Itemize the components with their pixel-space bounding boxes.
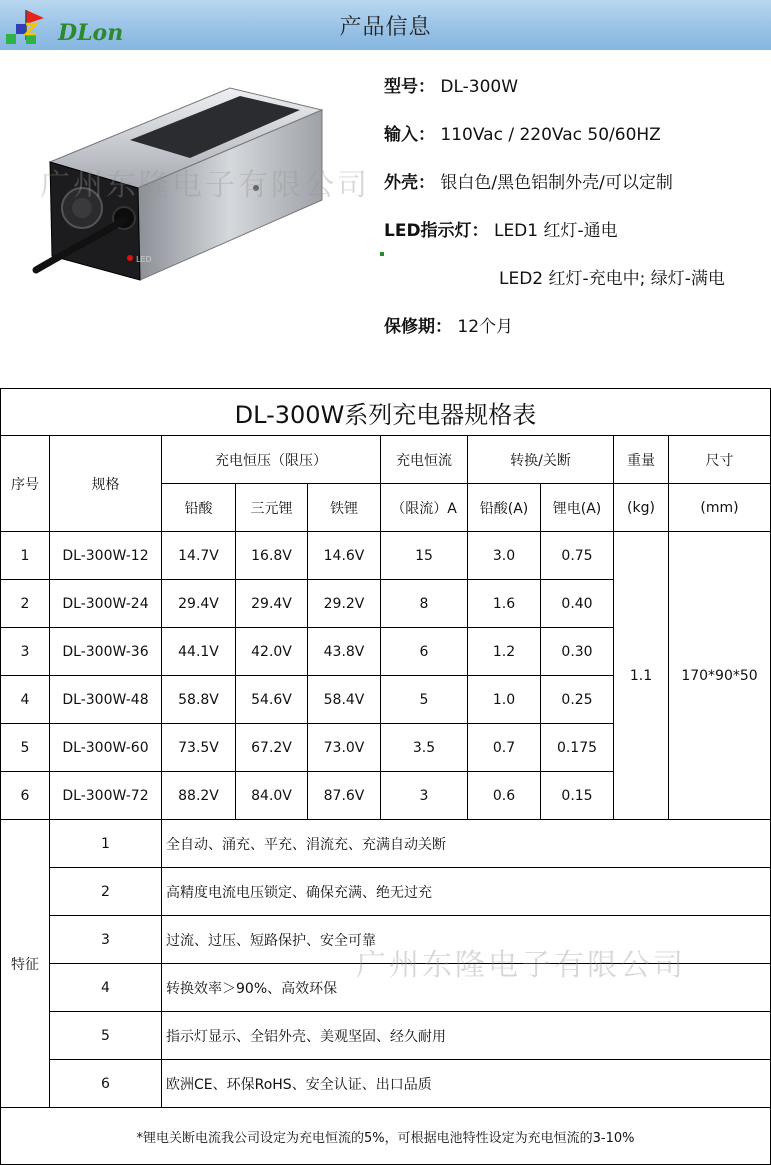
warranty-row xyxy=(384,312,513,337)
model-row xyxy=(384,72,518,97)
header-index: 序号 xyxy=(0,435,50,532)
row-lead-acid: 44.1V xyxy=(161,627,236,676)
row-lfp: 73.0V xyxy=(307,723,381,772)
header-voltage: 充电恒压（限压） xyxy=(161,435,381,484)
row-current: 6 xyxy=(380,627,468,676)
row-switch-lead: 1.0 xyxy=(467,675,541,724)
header-size-unit: (mm) xyxy=(668,483,771,532)
row-current: 3 xyxy=(380,771,468,820)
green-tick-mark xyxy=(380,252,384,256)
row-index: 5 xyxy=(0,723,50,772)
row-lead-acid: 58.8V xyxy=(161,675,236,724)
feature-number: 4 xyxy=(49,963,162,1012)
shell-row xyxy=(384,168,673,193)
row-model: DL-300W-24 xyxy=(49,579,162,628)
row-ternary: 16.8V xyxy=(235,531,308,580)
row-lead-acid: 73.5V xyxy=(161,723,236,772)
row-ternary: 42.0V xyxy=(235,627,308,676)
row-switch-lead: 0.7 xyxy=(467,723,541,772)
header-lfp: 铁锂 xyxy=(307,483,381,532)
row-switch-lead: 1.6 xyxy=(467,579,541,628)
row-switch-li: 0.175 xyxy=(540,723,614,772)
model-key: 型号： xyxy=(384,77,435,97)
brand-text: DLon xyxy=(58,20,124,46)
row-switch-lead: 3.0 xyxy=(467,531,541,580)
feature-text: 欧洲CE、环保RoHS、安全认证、出口品质 xyxy=(161,1059,771,1108)
row-index: 1 xyxy=(0,531,50,580)
header-ternary: 三元锂 xyxy=(235,483,308,532)
row-current: 5 xyxy=(380,675,468,724)
led2-row xyxy=(499,264,725,289)
header-switch-lead: 铅酸(A) xyxy=(467,483,541,532)
feature-number: 5 xyxy=(49,1011,162,1060)
row-index: 4 xyxy=(0,675,50,724)
feature-text: 高精度电流电压锁定、确保充满、绝无过充 xyxy=(161,867,771,916)
row-ternary: 84.0V xyxy=(235,771,308,820)
header-current-unit: （限流）A xyxy=(380,483,468,532)
header-switch: 转换/关断 xyxy=(467,435,614,484)
row-ternary: 29.4V xyxy=(235,579,308,628)
header-current: 充电恒流 xyxy=(380,435,468,484)
header-model: 规格 xyxy=(49,435,162,532)
row-index: 2 xyxy=(0,579,50,628)
input-value: 110Vac / 220Vac 50/60HZ xyxy=(440,125,661,145)
row-model: DL-300W-60 xyxy=(49,723,162,772)
row-model: DL-300W-48 xyxy=(49,675,162,724)
row-ternary: 54.6V xyxy=(235,675,308,724)
row-index: 3 xyxy=(0,627,50,676)
spec-table xyxy=(0,388,771,1165)
feature-number: 3 xyxy=(49,915,162,964)
feature-number: 1 xyxy=(49,819,162,868)
charger-product-image xyxy=(30,70,350,300)
footnote: *锂电关断电流我公司设定为充电恒流的5%，可根据电池特性设定为充电恒流的3-10% xyxy=(0,1107,771,1165)
row-current: 3.5 xyxy=(380,723,468,772)
led-label: LED xyxy=(136,255,152,264)
row-ternary: 67.2V xyxy=(235,723,308,772)
feature-text: 转换效率＞90%、高效环保 xyxy=(161,963,771,1012)
header-weight: 重量 xyxy=(613,435,669,484)
feature-number: 6 xyxy=(49,1059,162,1108)
row-model: DL-300W-72 xyxy=(49,771,162,820)
row-switch-lead: 1.2 xyxy=(467,627,541,676)
weight-value: 1.1 xyxy=(613,531,669,820)
led1-value: LED1 红灯-通电 xyxy=(493,221,618,241)
spec-title: DL-300W系列充电器规格表 xyxy=(0,388,771,436)
row-lead-acid: 14.7V xyxy=(161,531,236,580)
row-lfp: 29.2V xyxy=(307,579,381,628)
led-row xyxy=(384,216,618,241)
row-lfp: 87.6V xyxy=(307,771,381,820)
row-lfp: 58.4V xyxy=(307,675,381,724)
row-current: 8 xyxy=(380,579,468,628)
header-weight-unit: (kg) xyxy=(613,483,669,532)
row-switch-li: 0.30 xyxy=(540,627,614,676)
row-index: 6 xyxy=(0,771,50,820)
feature-text: 指示灯显示、全铝外壳、美观坚固、经久耐用 xyxy=(161,1011,771,1060)
led2-value: LED2 红灯-充电中; 绿灯-满电 xyxy=(499,269,725,289)
header-size: 尺寸 xyxy=(668,435,771,484)
watermark-top: 广州东隆电子有限公司 xyxy=(40,168,370,203)
header-switch-li: 锂电(A) xyxy=(540,483,614,532)
row-model: DL-300W-12 xyxy=(49,531,162,580)
watermark-bottom: 广州东隆电子有限公司 xyxy=(356,948,686,983)
input-row xyxy=(384,120,661,145)
shell-key: 外壳： xyxy=(384,173,435,193)
row-switch-li: 0.15 xyxy=(540,771,614,820)
model-value: DL-300W xyxy=(440,77,519,97)
row-lead-acid: 88.2V xyxy=(161,771,236,820)
row-model: DL-300W-36 xyxy=(49,627,162,676)
row-switch-lead: 0.6 xyxy=(467,771,541,820)
page-title: 产品信息 xyxy=(339,15,432,40)
row-switch-li: 0.75 xyxy=(540,531,614,580)
warranty-key: 保修期： xyxy=(384,317,452,337)
input-key: 输入： xyxy=(384,125,435,145)
row-lead-acid: 29.4V xyxy=(161,579,236,628)
row-lfp: 14.6V xyxy=(307,531,381,580)
size-value: 170*90*50 xyxy=(668,531,771,820)
feature-number: 2 xyxy=(49,867,162,916)
shell-value: 银白色/黑色铝制外壳/可以定制 xyxy=(440,173,673,193)
header-lead-acid: 铅酸 xyxy=(161,483,236,532)
header-bar xyxy=(0,0,771,50)
row-lfp: 43.8V xyxy=(307,627,381,676)
feature-text: 全自动、涌充、平充、涓流充、充满自动关断 xyxy=(161,819,771,868)
row-switch-li: 0.25 xyxy=(540,675,614,724)
feature-text: 过流、过压、短路保护、安全可靠 xyxy=(161,915,771,964)
led-key: LED指示灯： xyxy=(384,221,489,241)
features-label: 特征 xyxy=(0,819,50,1108)
warranty-value: 12个月 xyxy=(457,317,514,337)
row-switch-li: 0.40 xyxy=(540,579,614,628)
row-current: 15 xyxy=(380,531,468,580)
